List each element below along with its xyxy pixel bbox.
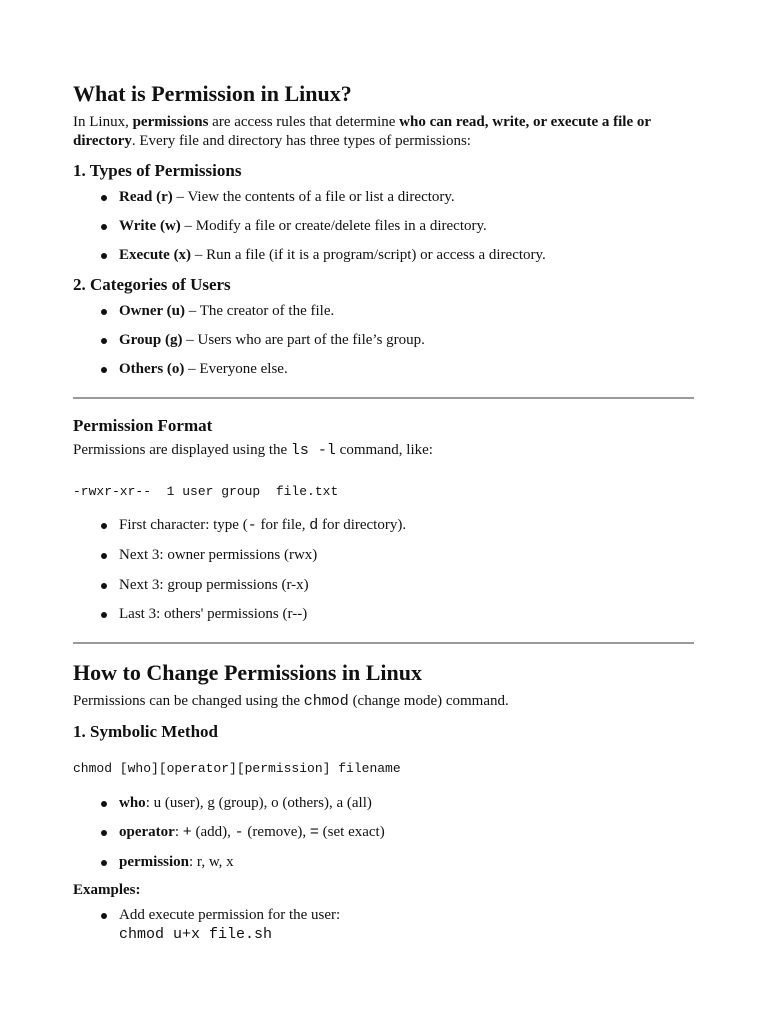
list-item-read: [119, 188, 455, 207]
bullet: [101, 309, 107, 315]
term: Owner (u): [119, 303, 185, 319]
bullet: [101, 224, 107, 230]
bullet: [101, 913, 107, 919]
text: for directory).: [318, 517, 407, 533]
inline-code: -: [234, 824, 244, 841]
bullet: [101, 253, 107, 259]
text: for file,: [256, 517, 310, 533]
list-item-owner-perms: Next 3: owner permissions (rwx): [119, 547, 318, 563]
list-item-others-perms: Last 3: others' permissions (r--): [119, 606, 308, 622]
list-item-first-character: [119, 516, 406, 535]
bullet: [101, 367, 107, 373]
text: (change mode) command.: [348, 693, 509, 709]
desc: :: [174, 824, 183, 840]
bullet: [101, 830, 107, 836]
term: Read (r): [119, 189, 173, 205]
bullet: [101, 195, 107, 201]
format-intro-text: Permissions are displayed using the: [73, 442, 291, 458]
bullet: [101, 553, 107, 559]
intro-bold-directory: directory: [73, 133, 132, 149]
bullet: [101, 612, 107, 618]
term: Group (g): [119, 332, 183, 348]
bullet: [101, 583, 107, 589]
list-item-others: [119, 360, 288, 379]
desc: – View the contents of a file or list a directory.: [172, 189, 455, 205]
list-item-execute: [119, 246, 546, 265]
format-intro: [73, 441, 433, 460]
divider: [73, 397, 694, 399]
desc: – The creator of the file.: [184, 303, 335, 319]
list-item-operator: [119, 823, 385, 842]
desc: (add),: [191, 824, 235, 840]
list-item-who: [119, 794, 372, 813]
intro-text: . Every file and directory has three types of permissions:: [131, 133, 471, 149]
bullet: [101, 801, 107, 807]
term: Write (w): [119, 218, 181, 234]
permission-format-heading: Permission Format: [73, 416, 213, 435]
desc: – Everyone else.: [184, 361, 288, 377]
term: operator: [119, 824, 175, 840]
list-item-group: [119, 331, 425, 350]
list-item-group-perms: Next 3: group permissions (r-x): [119, 577, 309, 593]
term: who: [119, 795, 146, 811]
code-example-ls-output: -rwxr-xr-- 1 user group file.txt: [73, 484, 339, 499]
intro-text: In Linux,: [73, 114, 133, 130]
symbolic-method-heading: 1. Symbolic Method: [73, 722, 218, 741]
intro-bold-phrase: who can read, write, or execute a file or: [399, 114, 652, 130]
desc: : u (user), g (group), o (others), a (all): [145, 795, 372, 811]
inline-code: +: [182, 824, 192, 841]
desc: (set exact): [318, 824, 385, 840]
change-permissions-heading: How to Change Permissions in Linux: [73, 660, 422, 685]
desc: – Modify a file or create/delete files in a directory.: [180, 218, 487, 234]
divider: [73, 642, 694, 644]
bullet: [101, 523, 107, 529]
term: Others (o): [119, 361, 185, 377]
intro-bold-permissions: permissions: [132, 114, 209, 130]
inline-code-chmod: chmod: [303, 693, 349, 710]
desc: (remove),: [243, 824, 310, 840]
examples-label: Examples:: [73, 882, 141, 898]
intro-paragraph-line-2: [73, 132, 471, 151]
list-item-write: [119, 217, 487, 236]
inline-code: d: [309, 517, 319, 534]
text: Permissions can be changed using the: [73, 693, 304, 709]
code-example-chmod: chmod u+x file.sh: [119, 926, 273, 943]
code-chmod-syntax: chmod [who][operator][permission] filename: [73, 761, 401, 776]
list-item-example: Add execute permission for the user:: [119, 907, 341, 923]
term: permission: [119, 854, 190, 870]
intro-text: are access rules that determine: [208, 114, 400, 130]
bullet: [101, 338, 107, 344]
desc: – Run a file (if it is a program/script) or access a directory.: [191, 247, 546, 263]
users-heading: 2. Categories of Users: [73, 275, 231, 294]
format-intro-text: command, like:: [335, 442, 433, 458]
desc: – Users who are part of the file’s group.: [182, 332, 425, 348]
inline-code-ls: ls -l: [290, 442, 336, 459]
text: First character: type (: [119, 517, 248, 533]
page-title: What is Permission in Linux?: [73, 81, 352, 106]
desc: : r, w, x: [189, 854, 234, 870]
list-item-permission: [119, 853, 234, 872]
term: Execute (x): [119, 247, 192, 263]
chmod-intro: [73, 692, 509, 711]
types-heading: 1. Types of Permissions: [73, 161, 242, 180]
inline-code: -: [247, 517, 257, 534]
intro-paragraph-line-1: [73, 113, 651, 132]
bullet: [101, 860, 107, 866]
list-item-owner: [119, 302, 334, 321]
inline-code: =: [309, 824, 319, 841]
